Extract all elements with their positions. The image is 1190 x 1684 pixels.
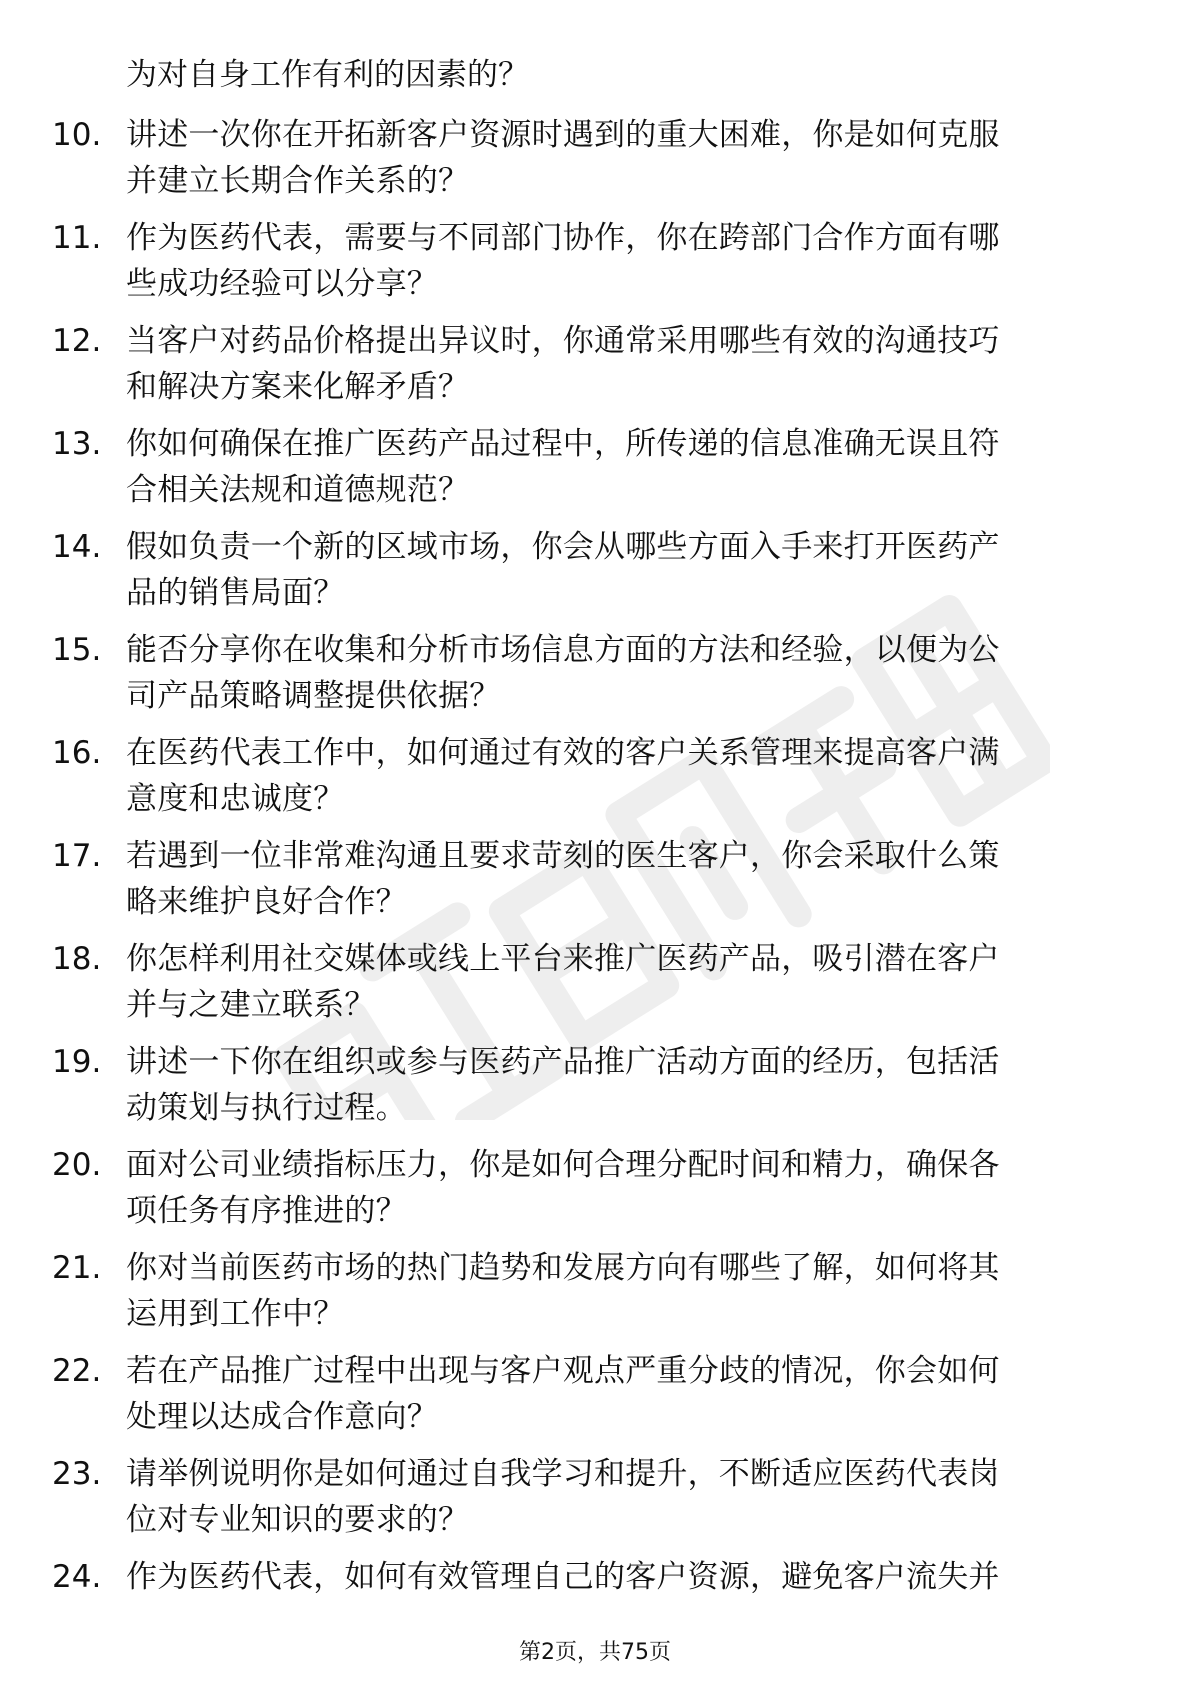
- question-item: [52, 112, 1152, 204]
- question-number: 20.: [52, 1147, 102, 1183]
- question-number: 23.: [52, 1456, 102, 1492]
- question-text-line: 能否分享你在收集和分析市场信息方面的方法和经验，以便为公: [126, 632, 1000, 668]
- question-list: [52, 112, 1152, 1611]
- question-text-line: 作为医药代表，需要与不同部门协作，你在跨部门合作方面有哪: [126, 220, 1000, 256]
- question-number: 17.: [52, 838, 102, 874]
- question-item: [52, 215, 1152, 307]
- question-text-line: 你对当前医药市场的热门趋势和发展方向有哪些了解，如何将其: [126, 1250, 1000, 1286]
- question-text-line: 些成功经验可以分享？: [126, 266, 438, 302]
- question-number: 22.: [52, 1353, 102, 1389]
- question-item: [52, 318, 1152, 410]
- question-item: [52, 1039, 1152, 1131]
- question-text-line: 运用到工作中？: [126, 1296, 345, 1332]
- question-item: [52, 1245, 1152, 1337]
- question-item: [52, 524, 1152, 616]
- question-text: [126, 318, 1106, 410]
- question-number: 15.: [52, 632, 102, 668]
- question-item: [52, 627, 1152, 719]
- question-text: [126, 1554, 1106, 1600]
- question-text-line: 讲述一下你在组织或参与医药产品推广活动方面的经历，包括活: [126, 1044, 1000, 1080]
- question-number: 24.: [52, 1559, 102, 1595]
- question-text-line: 并建立长期合作关系的？: [126, 163, 470, 199]
- question-text-line: 合相关法规和道德规范？: [126, 472, 470, 508]
- question-text: [126, 524, 1106, 616]
- question-text: [126, 421, 1106, 513]
- question-text: [126, 1039, 1106, 1131]
- question-text-line: 位对专业知识的要求的？: [126, 1502, 470, 1538]
- question-text-line: 假如负责一个新的区域市场，你会从哪些方面入手来打开医药产: [126, 529, 1000, 565]
- question-item: [52, 1142, 1152, 1234]
- question-text-line: 当客户对药品价格提出异议时，你通常采用哪些有效的沟通技巧: [126, 323, 1000, 359]
- question-text: [126, 1142, 1106, 1234]
- question-text: [126, 1245, 1106, 1337]
- question-text: [126, 833, 1106, 925]
- question-number: 12.: [52, 323, 102, 359]
- question-text: [126, 936, 1106, 1028]
- question-number: 14.: [52, 529, 102, 565]
- question-item: [52, 1348, 1152, 1440]
- question-text: [126, 627, 1106, 719]
- question-text-line: 动策划与执行过程。: [126, 1090, 407, 1126]
- question-item: [52, 421, 1152, 513]
- question-number: 21.: [52, 1250, 102, 1286]
- question-number: 18.: [52, 941, 102, 977]
- question-number: 10.: [52, 117, 102, 153]
- question-text: [126, 1348, 1106, 1440]
- question-text-line: 并与之建立联系？: [126, 987, 376, 1023]
- question-text-line: 意度和忠诚度？: [126, 781, 345, 817]
- question-item: [52, 1451, 1152, 1543]
- question-text-line: 你如何确保在推广医药产品过程中，所传递的信息准确无误且符: [126, 426, 1000, 462]
- question-text-line: 处理以达成合作意向？: [126, 1399, 438, 1435]
- question-text-line: 项任务有序推进的？: [126, 1193, 407, 1229]
- question-number: 13.: [52, 426, 102, 462]
- question-text: [126, 1451, 1106, 1543]
- question-item: [52, 1554, 1152, 1600]
- question-number: 19.: [52, 1044, 102, 1080]
- question-text-line: 面对公司业绩指标压力，你是如何合理分配时间和精力，确保各: [126, 1147, 1000, 1183]
- question-item: [52, 833, 1152, 925]
- continued-question-text: 为对自身工作有利的因素的？: [126, 57, 529, 93]
- question-text: [126, 215, 1106, 307]
- question-number: 11.: [52, 220, 102, 256]
- question-text-line: 若遇到一位非常难沟通且要求苛刻的医生客户，你会采取什么策: [126, 838, 1000, 874]
- question-text-line: 司产品策略调整提供依据？: [126, 678, 501, 714]
- question-text: [126, 112, 1106, 204]
- page-footer: 第2页，共75页: [519, 1640, 671, 1665]
- question-item: [52, 936, 1152, 1028]
- question-number: 16.: [52, 735, 102, 771]
- question-text-line: 在医药代表工作中，如何通过有效的客户关系管理来提高客户满: [126, 735, 1000, 771]
- question-text-line: 你怎样利用社交媒体或线上平台来推广医药产品，吸引潜在客户: [126, 941, 1000, 977]
- question-text-line: 请举例说明你是如何通过自我学习和提升，不断适应医药代表岗: [126, 1456, 1000, 1492]
- question-text: [126, 730, 1106, 822]
- question-text-line: 作为医药代表，如何有效管理自己的客户资源，避免客户流失并: [126, 1559, 1000, 1595]
- question-text-line: 讲述一次你在开拓新客户资源时遇到的重大困难，你是如何克服: [126, 117, 1000, 153]
- question-text-line: 略来维护良好合作？: [126, 884, 407, 920]
- question-item: [52, 730, 1152, 822]
- question-text-line: 若在产品推广过程中出现与客户观点严重分歧的情况，你会如何: [126, 1353, 1000, 1389]
- question-text-line: 品的销售局面？: [126, 575, 345, 611]
- question-text-line: 和解决方案来化解矛盾？: [126, 369, 470, 405]
